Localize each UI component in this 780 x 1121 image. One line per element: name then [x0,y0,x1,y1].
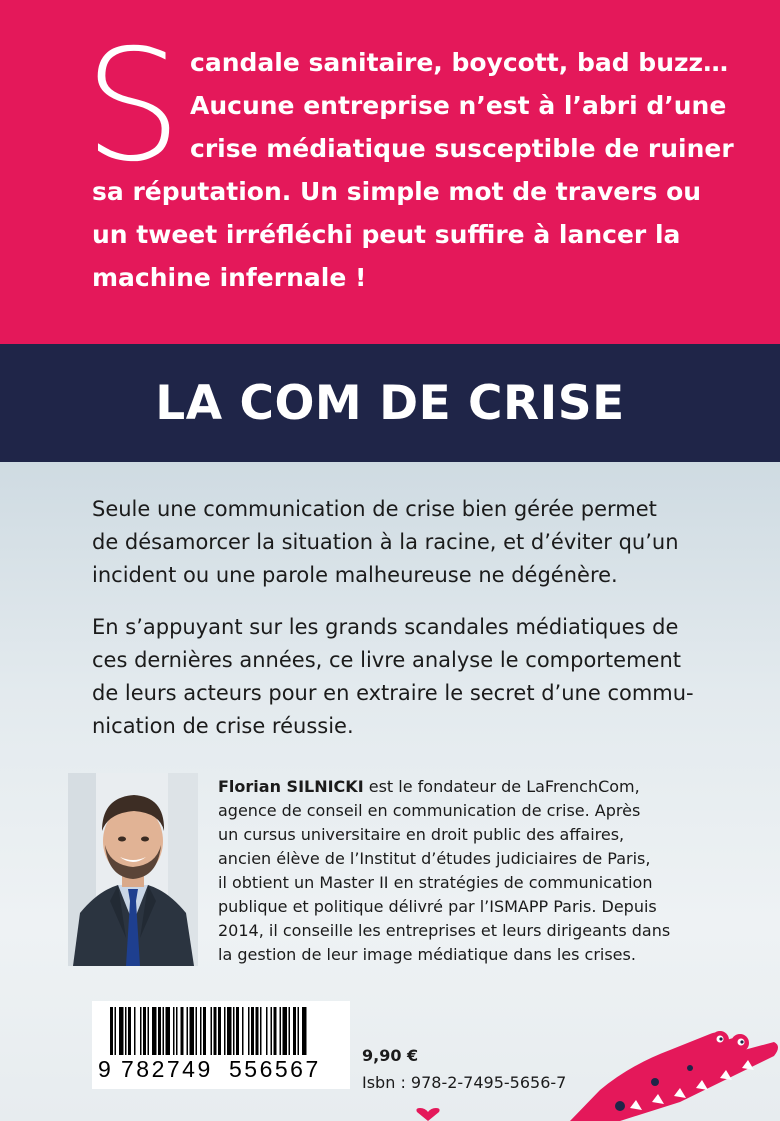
author-photo [68,773,198,966]
paragraph-1-line-1: Seule une communication de crise bien gérée permet [92,497,657,521]
intro-line-1: candale sanitaire, boycott, bad buzz… [190,48,729,77]
paragraph-2-line-1: En s’appuyant sur les grands scandales médiatiques de [92,615,679,639]
barcode-group-2: 556567 [229,1056,321,1082]
paragraph-2-line-4: nication de crise réussie. [92,714,354,738]
bio-line-6: publique et politique délivré par l’ISMAPP Paris. Depuis [218,897,657,916]
isbn: Isbn : 978-2-7495-5656-7 [362,1073,567,1092]
title-band [0,344,780,462]
bio-line-8: la gestion de leur image médiatique dans les crises. [218,945,636,964]
bio-line-4: ancien élève de l’Institut d’études judiciaires de Paris, [218,849,651,868]
bio-line-5: il obtient un Master II en stratégies de communication [218,873,653,892]
barcode-digits [92,1056,350,1084]
intro-line-2: Aucune entreprise n’est à l’abri d’une [190,91,727,120]
intro-line-5: un tweet irréfléchi peut suffire à lancer la [92,220,681,249]
intro-line-4: sa réputation. Un simple mot de travers ou [92,177,702,206]
intro-line-3: crise médiatique susceptible de ruiner [190,134,734,163]
intro-band [0,0,780,344]
bio-line-1-rest: est le fondateur de LaFrenchCom, [363,777,640,796]
barcode-lead-digit: 9 [98,1056,111,1082]
crocodile-logo [560,1010,780,1121]
bio-line-3: un cursus universitaire en droit public des affaires, [218,825,625,844]
drop-cap: S [84,17,182,196]
heart-icon [415,1108,441,1121]
price: 9,90 € [362,1046,419,1065]
barcode [92,1001,350,1089]
author-name: Florian SILNICKI [218,777,364,796]
paragraph-1-line-2: de désamorcer la situation à la racine, et d’éviter qu’un [92,530,679,554]
barcode-group-1: 782749 [121,1056,213,1082]
paragraph-1-line-3: incident ou une parole malheureuse ne dégénère. [92,563,618,587]
intro-line-6: machine infernale ! [92,263,367,292]
paragraph-2-line-3: de leurs acteurs pour en extraire le secret d’une commu- [92,681,694,705]
bio-line-2: agence de conseil en communication de crise. Après [218,801,641,820]
book-title: LA COM DE CRISE [155,375,625,431]
bio-line-1 [218,775,640,799]
paragraph-2-line-2: ces dernières années, ce livre analyse le comportement [92,648,682,672]
bio-line-7: 2014, il conseille les entreprises et leurs dirigeants dans [218,921,671,940]
